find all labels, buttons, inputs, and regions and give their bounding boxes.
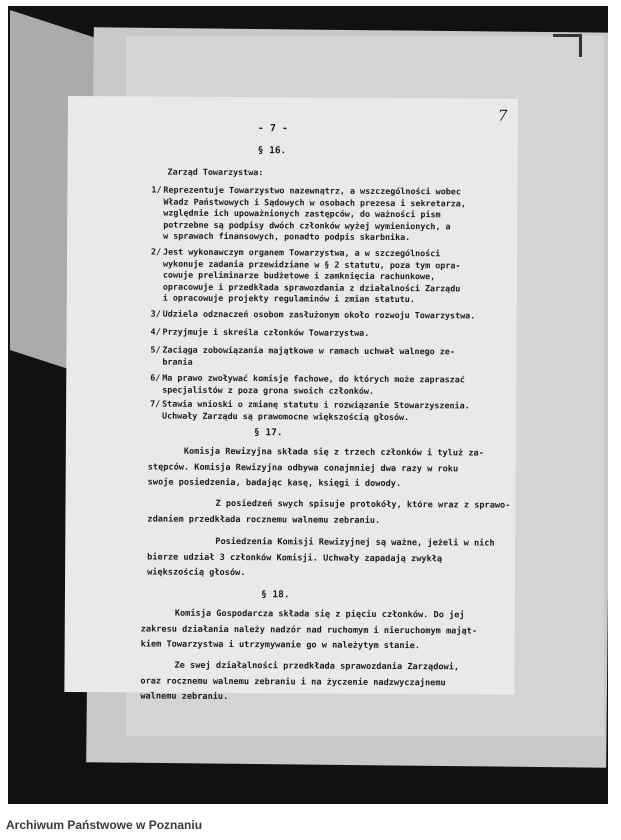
paragraph-line: zakresu działania należy nadzór nad ruchomym i nieruchomym mająt- (140, 623, 478, 637)
item-line: Zaciąga zobowiązania majątkowe w ramach uchwał walnego ze- (162, 344, 455, 357)
item-number: 1/ (151, 184, 162, 195)
item-line: Reprezentuje Towarzystwo nazewnątrz, a wszczególności wobec (163, 184, 461, 197)
paragraph-line: Komisja Gospodarcza składa się z pięciu członków. Do jej (174, 608, 465, 621)
item-number: 5/ (150, 344, 161, 355)
item-line: Udziela odznaczeń osobom zasłużonym około rozwoju Towarzystwa. (162, 308, 476, 321)
item-line: cowuje preliminarze budżetowe i zamknięcia rachunkowe, (162, 269, 436, 282)
paragraph-line: Ze swej działalności przedkłada sprawozdania Zarządowi, (174, 660, 460, 673)
section-16-title: § 16. (257, 145, 287, 157)
item-number: 7/ (150, 398, 161, 409)
item-line: Uchwały Zarządu są prawomocne większością głosów. (162, 410, 410, 422)
item-number: 3/ (150, 308, 161, 319)
section-18-paragraph (140, 607, 478, 655)
item-line: specjalistów z poza grona swoich członków. (162, 384, 375, 396)
item-line: wykonuje zadania przewidziane w § 2 statutu, poza tym opra- (162, 258, 461, 270)
paragraph-line: walnemu zebraniu. (140, 691, 229, 702)
list-item (150, 308, 513, 323)
paragraph-line: oraz rocznemu walnemu zebraniu i na życzenie nadzwyczajnemu (140, 675, 446, 688)
negative-scan (8, 6, 608, 804)
section-17-title: § 17. (253, 427, 283, 439)
section-16-heading: Zarząd Towarzystwa: (167, 166, 264, 178)
list-item (150, 398, 512, 424)
archive-footer (0, 808, 621, 840)
page-number: - 7 - (257, 123, 288, 135)
item-line: brania (162, 356, 193, 367)
section-18-title: § 18. (260, 589, 290, 601)
item-number: 4/ (150, 326, 161, 337)
item-line: Jest wykonawczym organem Towarzystwa, a w szczególności (163, 246, 441, 259)
list-item (150, 326, 513, 341)
list-item (151, 246, 513, 307)
item-number: 2/ (151, 246, 162, 257)
item-line: Władz Państwowych i Sądowych w osobach prezesa i sekretarza, (163, 196, 466, 208)
paragraph-line: większością głosów. (147, 567, 246, 579)
handwritten-page-mark: 7 (497, 106, 508, 125)
paragraph-line: Komisja Rewizyjna składa się z trzech członków i tyluż za- (183, 446, 484, 459)
paragraph-line: swoje posiedzenia, badając kasę, księgi i dowody. (147, 477, 402, 490)
corner-clip (553, 34, 582, 57)
item-line: potrzebne są podpisy dwóch członków wyżej wymienionych, a (163, 219, 451, 231)
paragraph-line: Z posiedzeń swych spisuje protokóły, które wraz z sprawo- (215, 498, 511, 511)
document-page (64, 96, 518, 702)
paragraph-line: stępców. Komisja Rewizyjna odbywa conajmniej dwa razy w roku (147, 461, 459, 474)
list-item (150, 372, 512, 398)
item-line: opracowuje i przedkłada sprawozdania z działalności Zarządu (162, 281, 461, 293)
paragraph-line: kiem Towarzystwa i utrzymywanie go w należytym stanie. (140, 639, 421, 652)
section-18-paragraph (140, 659, 460, 707)
list-item (150, 344, 512, 370)
paragraph-line: Posiedzenia Komisji Rewizyjnej są ważne, jeżeli w nich (215, 536, 495, 549)
section-17-paragraph (147, 445, 484, 493)
section-17-paragraph (147, 535, 495, 583)
item-line: Ma prawo zwoływać komisje fachowe, do których może zapraszać (162, 372, 465, 385)
paragraph-line: zdaniem przedkłada rocznemu walnemu zebraniu. (147, 513, 381, 526)
section-17-paragraph (147, 497, 511, 530)
item-line: w sprawach finansowych, ponadto podpis skarbnika. (163, 230, 411, 243)
item-line: względnie ich upoważnionych zastępców, do ważności pism (163, 207, 441, 220)
item-line: Stawia wnioski o zmianę statutu i rozwiązanie Stowarzyszenia. (162, 398, 470, 411)
item-line: Przyjmuje i skreśla członków Towarzystwa. (162, 326, 370, 338)
item-number: 6/ (150, 372, 161, 383)
paragraph-line: bierze udział 3 członków Komisji. Uchwały zapadają zwykłą (147, 551, 443, 564)
archive-name: Archiwum Państwowe w Poznaniu (6, 818, 203, 832)
item-line: i opracowuje projekty regulaminów i zmian statutu. (162, 292, 415, 305)
list-item (151, 184, 513, 245)
